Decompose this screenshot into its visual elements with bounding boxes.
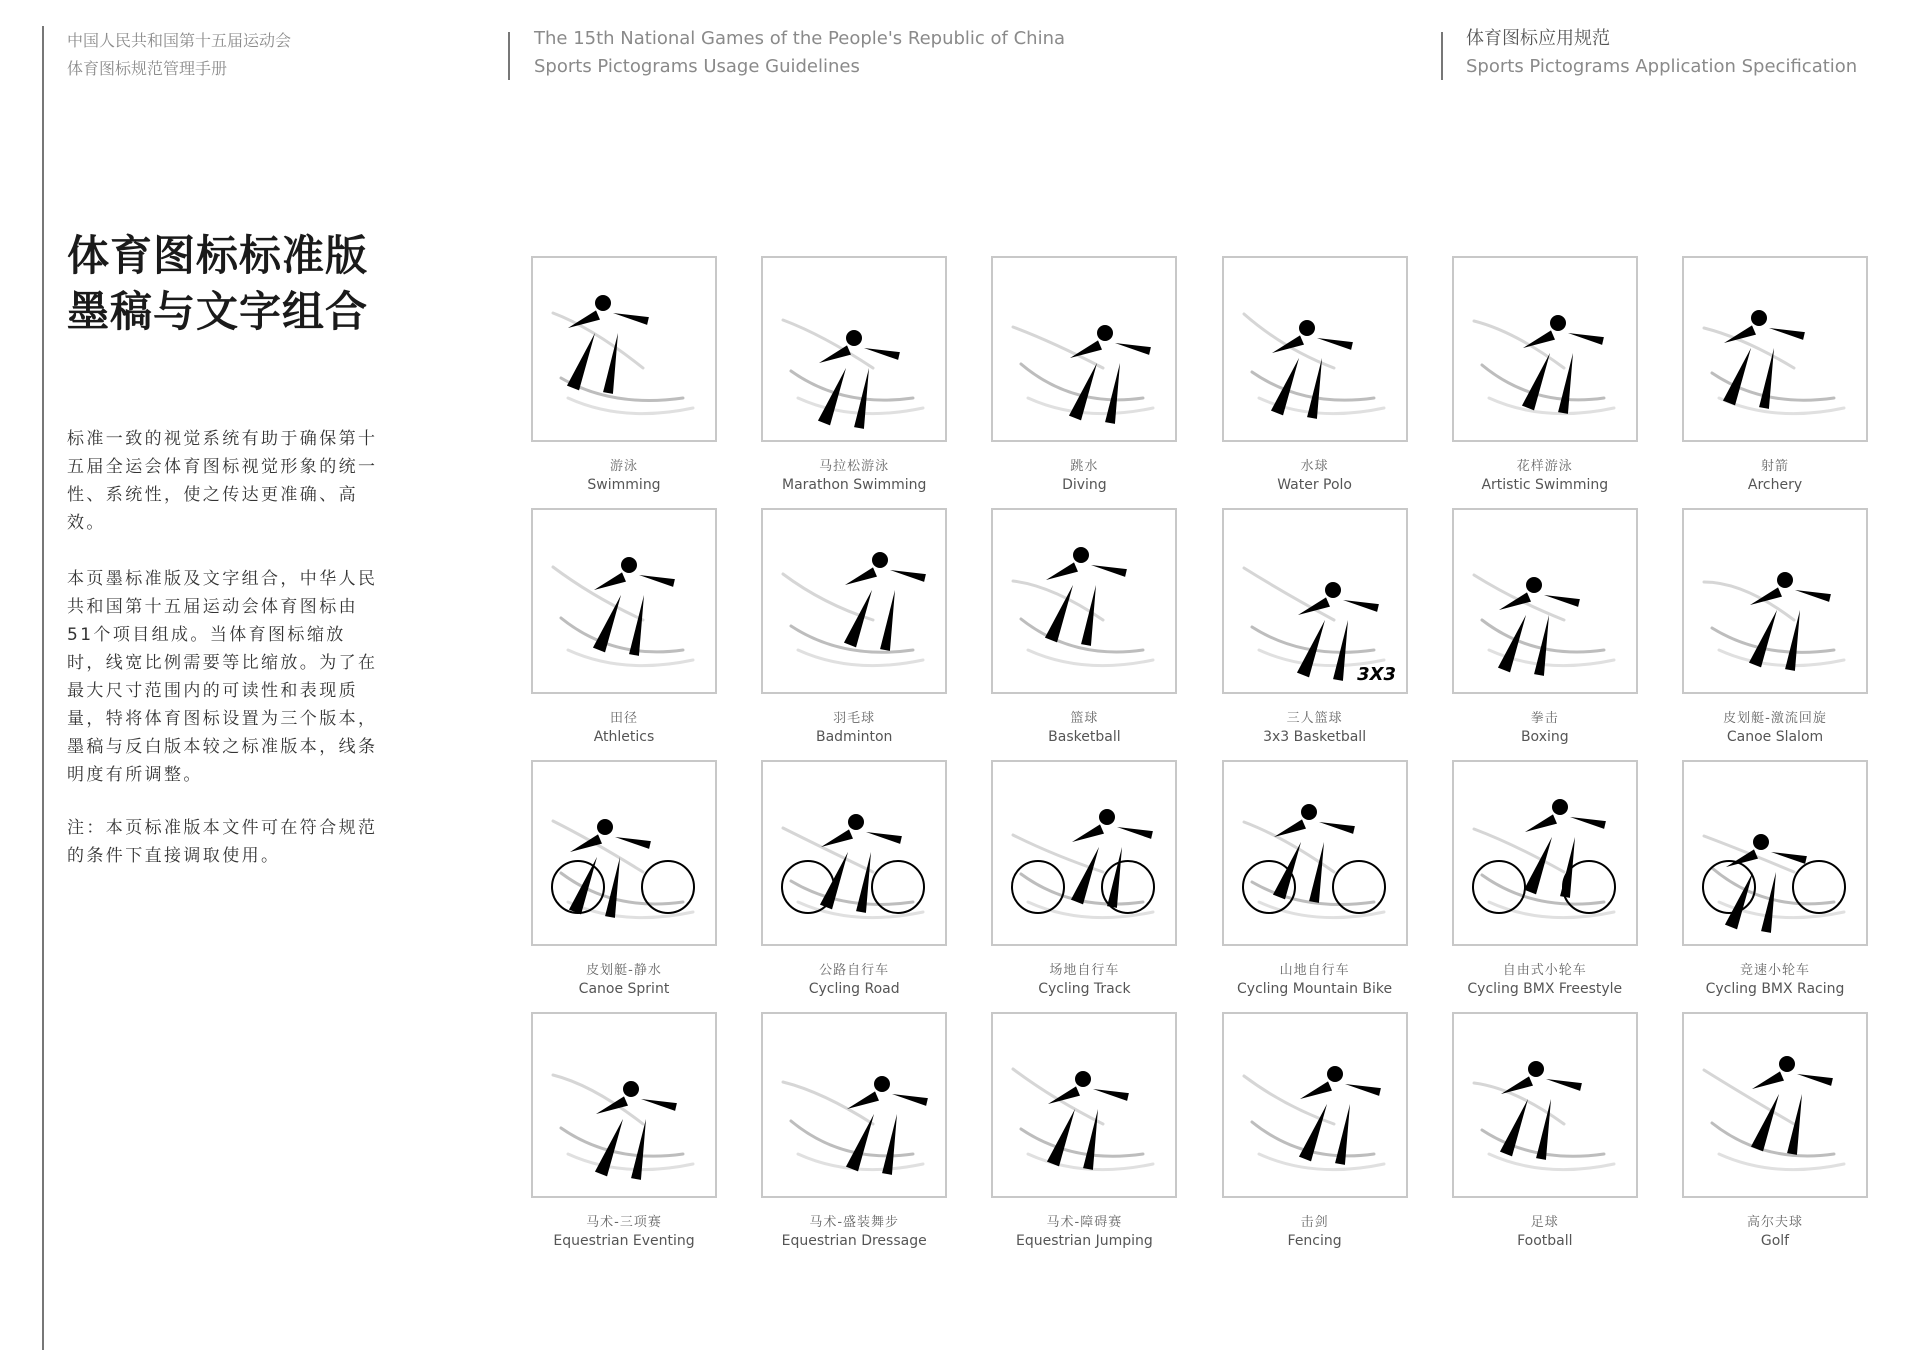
pictogram-label-zh: 跳水 [1070,459,1099,474]
pictogram-card [1452,256,1638,495]
pictogram-label [1682,457,1868,495]
basketball-3x3-icon [1224,510,1406,692]
pictogram-label-zh: 皮划艇-激流回旋 [1723,711,1827,726]
pictogram-frame [1682,760,1868,946]
pictogram-label-en: Archery [1747,477,1803,493]
pictogram-label-en: Cycling Track [1038,981,1131,997]
pictogram-card [761,1012,947,1251]
pictogram-label [531,1213,717,1251]
pictogram-label [991,457,1177,495]
pictogram-card [761,256,947,495]
pictogram-frame [991,1012,1177,1198]
pictogram-card [1452,1012,1638,1251]
pictogram-label-en: Canoe Slalom [1726,729,1824,745]
note-paragraph: 注：本页标准版本文件可在符合规范的条件下直接调取使用。 [67,818,378,866]
pictogram-label [1452,1213,1638,1251]
pictogram-label-zh: 马术-三项赛 [586,1215,662,1230]
pictogram-label-en: Football [1517,1233,1573,1249]
pictogram-frame [1682,508,1868,694]
pictogram-label-zh: 马术-盛装舞步 [809,1215,900,1230]
pictogram-card [991,1012,1177,1251]
equestrian-jumping-icon [993,1014,1175,1196]
pictogram-label-en: Water Polo [1277,477,1352,493]
swimming-icon [533,258,715,440]
pictogram-frame [531,256,717,442]
pictogram-frame [1222,508,1408,694]
pictogram-label [1222,457,1408,495]
pictogram-label-en: Athletics [593,729,655,745]
pictogram-label [761,709,947,747]
pictogram-label-zh: 游泳 [609,459,638,474]
header-center-line1: The 15th National Games of the People's Republic of China [534,28,1066,49]
pictogram-frame [1222,256,1408,442]
pictogram-frame [991,508,1177,694]
pictogram-card [991,760,1177,999]
pictogram-card [761,760,947,999]
athletics-icon [533,510,715,692]
pictogram-label-en: Cycling BMX Freestyle [1467,981,1623,997]
header-left-line1: 中国人民共和国第十五届运动会 [67,31,292,50]
pictogram-label-zh: 场地自行车 [1049,963,1120,978]
cycling-track-icon [993,762,1175,944]
pictogram-label-en: Swimming [587,477,661,493]
pictogram-label [1682,1213,1868,1251]
header-divider-center [508,32,510,80]
pictogram-label-zh: 拳击 [1530,711,1559,726]
pictogram-label-en: Cycling Road [808,981,900,997]
pictogram-card [991,508,1177,747]
pictogram-label-en: Boxing [1520,729,1569,745]
football-icon [1454,1014,1636,1196]
pictogram-card [1452,760,1638,999]
pictogram-card [1222,1012,1408,1251]
pictogram-card [1222,760,1408,999]
pictogram-frame [761,256,947,442]
pictogram-label [1452,961,1638,999]
pictogram-label-en: Equestrian Dressage [781,1233,927,1249]
archery-icon [1684,258,1866,440]
header-center [534,25,1065,81]
pictogram-label-zh: 水球 [1300,459,1329,474]
pictogram-frame [761,508,947,694]
cycling-bmx-freestyle-icon [1454,762,1636,944]
pictogram-card [991,256,1177,495]
pictogram-label [1682,709,1868,747]
pictogram-frame [991,256,1177,442]
pictogram-frame [531,760,717,946]
basketball-icon [993,510,1175,692]
pictogram-label-en: Artistic Swimming [1481,477,1609,493]
page-title-line1: 体育图标标准版 [67,231,369,280]
pictogram-frame [1452,508,1638,694]
header-left [67,27,291,83]
pictogram-label-zh: 山地自行车 [1279,963,1350,978]
pictogram-label [1222,709,1408,747]
header-left-line2: 体育图标规范管理手册 [67,59,228,78]
pictogram-label-zh: 羽毛球 [833,711,876,726]
pictogram-label [1682,961,1868,999]
pictogram-label-zh: 高尔夫球 [1746,1215,1803,1230]
boxing-icon [1454,510,1636,692]
pictogram-label [1452,457,1638,495]
pictogram-label-en: Fencing [1287,1233,1342,1249]
pictogram-frame [761,760,947,946]
pictogram-card [1222,508,1408,747]
pictogram-label-zh: 足球 [1530,1215,1559,1230]
pictogram-label-en: Golf [1760,1233,1790,1249]
pictogram-label-zh: 马拉松游泳 [819,459,890,474]
pictogram-label-en: Badminton [815,729,893,745]
header-divider-right [1441,32,1443,80]
pictogram-label-en: Marathon Swimming [781,477,927,493]
pictogram-label-en: Equestrian Eventing [553,1233,695,1249]
header-center-line2: Sports Pictograms Usage Guidelines [534,56,860,77]
pictogram-card [531,760,717,999]
pictogram-label-en: Diving [1062,477,1107,493]
pictogram-label [991,961,1177,999]
pictogram-frame [1222,1012,1408,1198]
pictogram-label [531,709,717,747]
intro-paragraph: 标准一致的视觉系统有助于确保第十五届全运会体育图标视觉形象的统一性、系统性，使之传达更准确、高效。 [67,429,378,533]
pictogram-card [1682,508,1868,747]
pictogram-label-zh: 皮划艇-静水 [586,963,662,978]
pictogram-card [1452,508,1638,747]
pictogram-label-zh: 花样游泳 [1516,459,1573,474]
marathon-swimming-icon [763,258,945,440]
pictogram-label-en: Basketball [1048,729,1121,745]
fencing-icon [1224,1014,1406,1196]
pictogram-card [531,1012,717,1251]
artistic-swimming-icon [1454,258,1636,440]
pictogram-label [991,709,1177,747]
pictogram-label-zh: 马术-障碍赛 [1046,1215,1123,1230]
pictogram-card [531,508,717,747]
pictogram-label-zh: 射箭 [1760,459,1789,474]
pictogram-label [1452,709,1638,747]
pictogram-label [761,457,947,495]
pictogram-frame [1682,1012,1868,1198]
pictogram-card [761,508,947,747]
pictogram-label-zh: 击剑 [1300,1215,1329,1230]
pictogram-label [761,1213,947,1251]
diving-icon [993,258,1175,440]
canoe-slalom-icon [1684,510,1866,692]
pictogram-card [1682,1012,1868,1251]
pictogram-frame [1682,256,1868,442]
pictogram-label [1222,961,1408,999]
pictogram-label [761,961,947,999]
pictogram-label-en: 3x3 Basketball [1263,729,1367,745]
cycling-bmx-racing-icon [1684,762,1866,944]
page-title-line2: 墨稿与文字组合 [67,287,369,336]
pictogram-frame [1222,760,1408,946]
header-right-line1: 体育图标应用规范 [1466,28,1610,49]
pictogram-label-zh: 公路自行车 [819,963,890,978]
description-paragraph: 本页墨标准版及文字组合，中华人民共和国第十五届运动会体育图标由51个项目组成。当体育图标缩放时，线宽比例需要等比缩放。为了在最大尺寸范围内的可读性和表现质量，特将体育图标设置为三个版本，墨稿与反白版本较之标准版本，线条明度有所调整。 [67,569,378,785]
pictogram-label-en: Canoe Sprint [578,981,670,997]
pictogram-label-zh: 三人篮球 [1286,711,1343,726]
page-title [67,228,368,340]
equestrian-eventing-icon [533,1014,715,1196]
water-polo-icon [1224,258,1406,440]
pictogram-frame [531,1012,717,1198]
canoe-sprint-icon [533,762,715,944]
pictogram-label-zh: 篮球 [1070,711,1099,726]
pictogram-label-en: Equestrian Jumping [1016,1233,1153,1249]
pictogram-label [531,961,717,999]
equestrian-dressage-icon [763,1014,945,1196]
badge-3x3: 3X3 [1356,664,1396,685]
pictogram-frame [1452,256,1638,442]
cycling-mountain-bike-icon [1224,762,1406,944]
golf-icon [1684,1014,1866,1196]
pictogram-frame [1452,760,1638,946]
pictogram-label-en: Cycling Mountain Bike [1237,981,1393,997]
pictogram-label-zh: 自由式小轮车 [1502,963,1587,978]
pictogram-frame [1452,1012,1638,1198]
cycling-road-icon [763,762,945,944]
badminton-icon [763,510,945,692]
pictogram-frame [531,508,717,694]
pictogram-label [1222,1213,1408,1251]
pictogram-label-zh: 竞速小轮车 [1739,963,1810,978]
pictogram-card [1682,256,1868,495]
header-right-line2: Sports Pictograms Application Specification [1466,56,1858,77]
pictogram-card [531,256,717,495]
pictogram-label-en: Cycling BMX Racing [1705,981,1845,997]
pictogram-label [531,457,717,495]
header-right [1466,25,1857,81]
pictogram-card [1222,256,1408,495]
pictogram-label-zh: 田径 [609,711,638,726]
pictogram-card [1682,760,1868,999]
pictogram-frame [761,1012,947,1198]
pictogram-frame [991,760,1177,946]
pictogram-label [991,1213,1177,1251]
left-margin-line [42,26,44,1350]
